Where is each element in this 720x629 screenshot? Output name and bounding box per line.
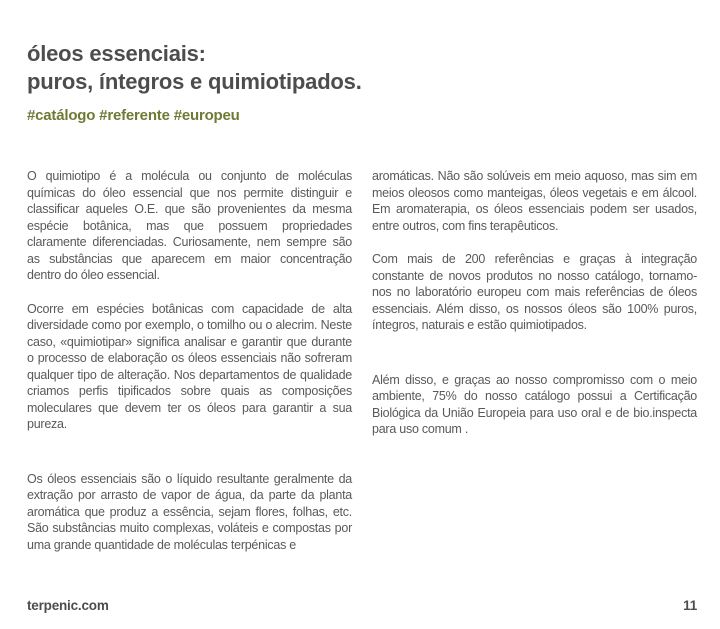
page-title (27, 40, 362, 96)
left-column (27, 168, 352, 553)
two-column-body (27, 168, 697, 553)
page-number: 11 (683, 598, 697, 613)
page-title-line1: óleos essenciais: (27, 41, 206, 66)
paragraph-solubility: aromáticas. Não são solúveis em meio aquoso, mas sim em meios oleosos como manteigas, óleos vegetais e em álcool. Em aromaterapia, os óleos essenciais podem ser usados, entre outros, com fins terapêuticos. (372, 169, 697, 233)
right-column (372, 168, 697, 553)
paragraph-essential-oils-liquid: Os óleos essenciais são o líquido resultante geralmente da extração por arrasto de vapor de água, da parte da planta aromática que produz a essência, sejam flores, folhas, etc. São substâncias muito complexas, voláteis e compostas por uma grande quantidade de moléculas terpénicas e (27, 471, 352, 552)
page-footer (27, 598, 697, 613)
paragraph-200-references: Com mais de 200 referências e graças à integração constante de novos produtos no nosso catálogo, tornamo-nos no laboratório europeu com mais referências de óleos essenciais. Além disso, os nossos óleos são 100% puros, íntegros, naturais e estão quimiotipados. (372, 252, 697, 332)
page-title-line2: puros, íntegros e quimiotipados. (27, 69, 362, 94)
paragraph-botanical-species: Ocorre em espécies botânicas com capacidade de alta diversidade como por exemplo, o tomilho ou o alecrim. Neste caso, «quimiotipar» significa analisar e garantir que durante o processo de elaboração os óleos essenciais não sofreram qualquer tipo de alteração. Nos departamentos de qualidade criamos perfis tipificados sobre quais as composições moleculares que devem ter os óleos para garantir a sua pureza. (27, 301, 352, 431)
hashtags: #catálogo #referente #europeu (27, 107, 240, 124)
paragraph-chemotype-definition: O quimiotipo é a molécula ou conjunto de moléculas químicas do óleo essencial que nos permite distinguir e classificar aqueles O.E. que são provenientes da mesma espécie botânica, mas que possuem propriedades claramente diferenciadas. Curiosamente, nem sempre são as substâncias que aparecem em maior concentração dentro do óleo essencial. (27, 169, 352, 282)
paragraph-certification: Além disso, e graças ao nosso compromisso com o meio ambiente, 75% do nosso catálogo possui a Certificação Biológica da União Europeia para uso oral e de bio.inspecta para uso comum . (372, 372, 697, 436)
site-url: terpenic.com (27, 598, 109, 613)
page-header (27, 40, 362, 125)
